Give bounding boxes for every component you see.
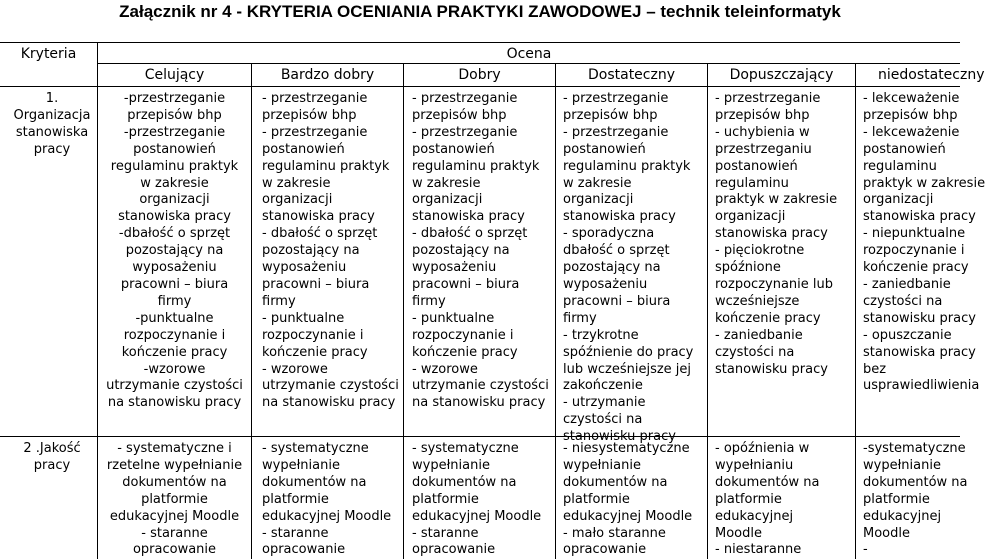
table-border-row1-bottom <box>0 436 960 437</box>
col-divider-3 <box>555 63 556 559</box>
header-grade-dostateczny: Dostateczny <box>587 67 675 83</box>
table-cell: - przestrzeganie przepisów bhp - uchybienia w przestrzeganiu postanowień regulaminu praktyk w zakresie organizacji stanowiska pracy - pięciokrotne spóźnione rozpoczynanie lub wcześniejsze kończenie pracy - zaniedbanie czystości na stanowisku pracy <box>715 91 838 377</box>
header-ocena: Ocena <box>506 46 552 62</box>
table-cell: - niesystematyczne wypełnianie dokumentów na platformie edukacyjnej Moodle - mało staranne opracowanie <box>563 441 693 558</box>
col-divider-1 <box>251 63 252 559</box>
header-grade-niedostateczny: niedostateczny <box>878 67 985 83</box>
table-border-header-bottom <box>0 86 960 87</box>
header-grade-dobry: Dobry <box>458 67 501 83</box>
table-cell: - systematyczne wypełnianie dokumentów na platformie edukacyjnej Moodle - staranne opracowanie <box>262 441 392 558</box>
header-grade-bardzo-dobry: Bardzo dobry <box>280 67 375 83</box>
table-cell: - przestrzeganie przepisów bhp - przestrzeganie postanowień regulaminu praktyk w zakresie organizacji stanowiska pracy - dbałość o sprzęt pozostający na wyposażeniu pracowni – biura firmy - punktualne rozpoczynanie i kończenie pracy - wzorowe utrzymanie czystości na stanowisku pracy <box>262 91 399 411</box>
table-cell: -przestrzeganie przepisów bhp -przestrzeganie postanowień regulaminu praktyk w zakresie organizacji stanowiska pracy -dbałość o sprzęt pozostający na wyposażeniu pracowni – biura firmy -punktualne rozpoczynanie i kończenie pracy -wzorowe utrzymanie czystości na stanowisku pracy <box>106 91 243 411</box>
header-kryteria: Kryteria <box>20 46 77 62</box>
table-border-grades <box>97 63 960 64</box>
table-cell: -systematyczne wypełnianie dokumentów na platformie edukacyjnej Moodle - <box>863 441 968 558</box>
col-divider-2 <box>403 63 404 559</box>
row-label-organizacja: 1. Organizacja stanowiska pracy <box>13 91 91 157</box>
header-grade-dopuszczajacy: Dopuszczający <box>729 67 834 83</box>
table-cell: - systematyczne i rzetelne wypełnianie dokumentów na platformie edukacyjnej Moodle - staranne opracowanie <box>106 441 243 558</box>
table-cell: - opóźnienia w wypełnianiu dokumentów na platformie edukacyjnej Moodle - niestaranne <box>715 441 820 558</box>
table-cell: - systematyczne wypełnianie dokumentów na platformie edukacyjnej Moodle - staranne opracowanie <box>412 441 542 558</box>
page-title: Załącznik nr 4 - KRYTERIA OCENIANIA PRAKTYKI ZAWODOWEJ – technik teleinformatyk <box>119 2 841 21</box>
header-grade-celujacy: Celujący <box>144 67 205 83</box>
table-cell: - przestrzeganie przepisów bhp - przestrzeganie postanowień regulaminu praktyk w zakresie organizacji stanowiska pracy - dbałość o sprzęt pozostający na wyposażeniu pracowni – biura firmy - punktualne rozpoczynanie i kończenie pracy - wzorowe utrzymanie czystości na stanowisku pracy <box>412 91 549 411</box>
table-cell: - przestrzeganie przepisów bhp - przestrzeganie postanowień regulaminu praktyk w zakresie organizacji stanowiska pracy - sporadyczna dbałość o sprzęt pozostający na wyposażeniu pracowni – biura firmy - trzykrotne spóźnienie do pracy lub wcześniejsze jej zakończenie - utrzymanie czystości na stanowisku pracy <box>563 91 694 445</box>
col-divider-5 <box>855 63 856 559</box>
table-cell: - lekceważenie przepisów bhp - lekceważenie postanowień regulaminu praktyk w zakresie organizacji stanowiska pracy - niepunktualne rozpoczynanie i kończenie pracy - zaniedbanie czystości na stanowisku pracy - opuszczanie stanowiska pracy bez usprawiedliwienia <box>863 91 985 394</box>
col-divider-4 <box>707 63 708 559</box>
row-label-jakosc: 2 .Jakość pracy <box>23 441 81 473</box>
table-border-top <box>0 42 960 43</box>
